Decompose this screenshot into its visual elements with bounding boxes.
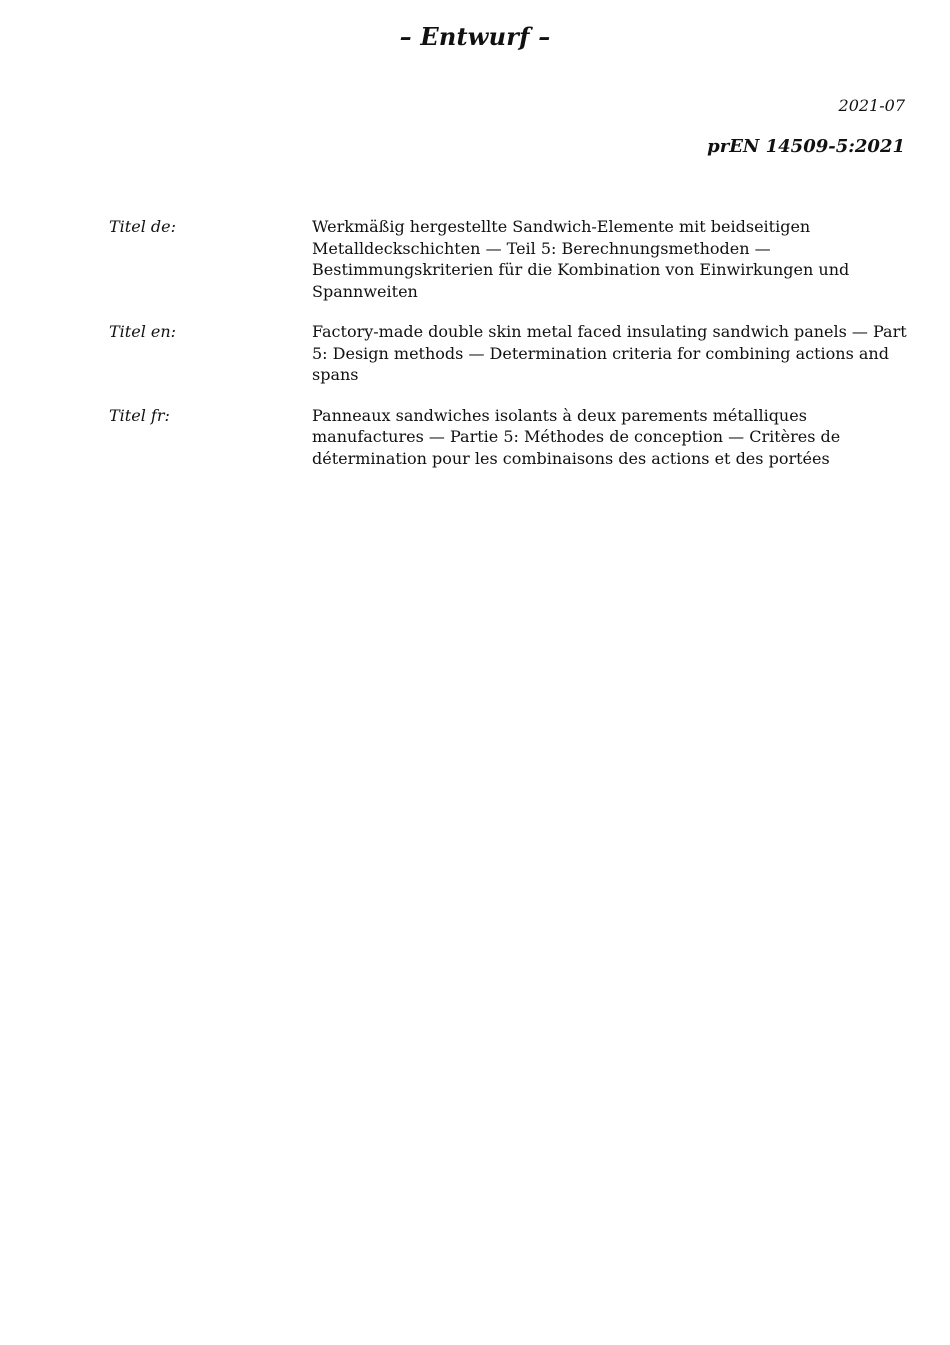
title-text-fr: Panneaux sandwiches isolants à deux parements métalliques manufactures — Partie 5: Méthodes de conception — Critères de détermination pour les combinaisons des actions et des portées	[312, 405, 841, 468]
title-row-en	[109, 321, 909, 386]
title-row-fr	[109, 405, 909, 470]
title-row-de	[109, 216, 909, 302]
document-number: prEN 14509-5:2021	[707, 136, 905, 157]
title-text-en: Factory-made double skin metal faced insulating sandwich panels — Part 5: Design methods — Determination criteria for combining actions and spans	[312, 322, 907, 384]
document-date: 2021-07	[838, 96, 905, 115]
title-label-de: Titel de:	[109, 217, 176, 236]
title-label-fr: Titel fr:	[109, 405, 170, 425]
title-label-en: Titel en:	[109, 322, 177, 341]
titles-section	[109, 216, 909, 488]
draft-header: – Entwurf –	[399, 22, 551, 51]
title-text-de: Werkmäßig hergestellte Sandwich-Elemente mit beidseitigen Metalldeckschichten — Teil 5: Berechnungsmethoden — Bestimmungskriterien für die Kombination von Einwirkungen und Spannweiten	[312, 217, 850, 301]
